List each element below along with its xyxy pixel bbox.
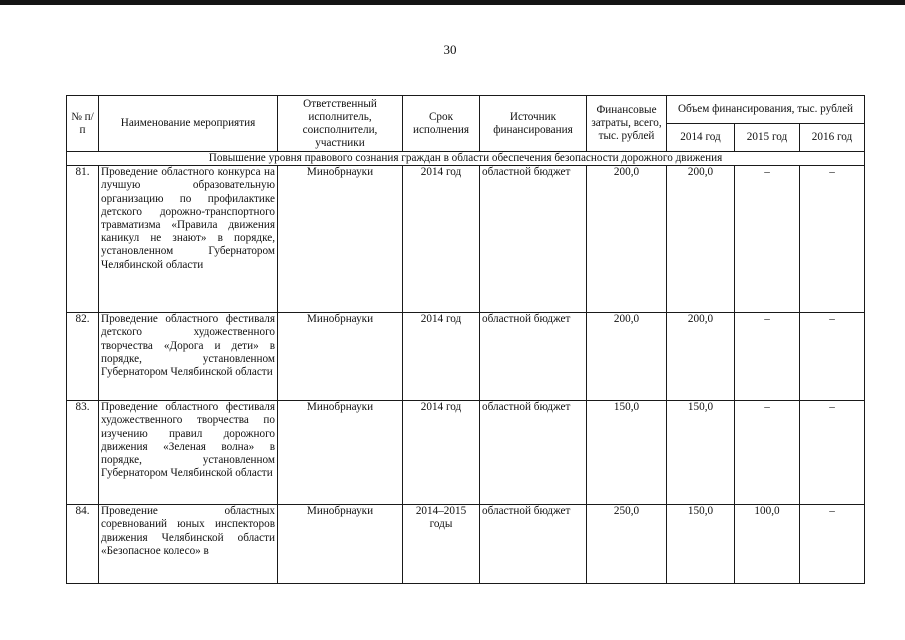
header-total: Финансовые затраты, всего, тыс. рублей xyxy=(587,96,667,152)
header-source: Источник финансирования xyxy=(480,96,587,152)
row-2016: – xyxy=(800,166,865,313)
header-executor: Ответственный исполнитель, соисполнители, участники xyxy=(278,96,403,152)
row-2014: 200,0 xyxy=(667,166,735,313)
row-2015: 100,0 xyxy=(735,505,800,584)
header-name: Наименование мероприятия xyxy=(99,96,278,152)
row-name: Проведение областного конкурса на лучшую образовательную организацию по профилактике детского дорожно-транспортного травматизма «Правила движения каникул не знают» в порядке, установленном Губернатором Челябинской области xyxy=(99,166,278,313)
row-term: 2014 год xyxy=(403,166,480,313)
row-name: Проведение областных соревнований юных инспекторов движения Челябинской области «Безопасное колесо» в xyxy=(99,505,278,584)
row-term: 2014 год xyxy=(403,313,480,401)
row-num: 82. xyxy=(67,313,99,401)
header-term: Срок исполнения xyxy=(403,96,480,152)
row-total: 200,0 xyxy=(587,166,667,313)
row-num: 84. xyxy=(67,505,99,584)
header-2014: 2014 год xyxy=(667,124,735,152)
row-2016: – xyxy=(800,401,865,505)
row-executor: Минобрнауки xyxy=(278,313,403,401)
row-term: 2014 год xyxy=(403,401,480,505)
header-volume: Объем финансирования, тыс. рублей xyxy=(667,96,865,124)
row-source: областной бюджет xyxy=(480,313,587,401)
row-name: Проведение областного фестиваля художественного творчества по изучению правил дорожного движения «Зеленая волна» в порядке, установленном Губернатором Челябинской области xyxy=(99,401,278,505)
row-name: Проведение областного фестиваля детского художественного творчества «Дорога и дети» в порядке, установленном Губернатором Челябинской области xyxy=(99,313,278,401)
top-edge-bar xyxy=(0,0,905,5)
row-2014: 200,0 xyxy=(667,313,735,401)
row-executor: Минобрнауки xyxy=(278,401,403,505)
table-row xyxy=(67,313,865,401)
table-row xyxy=(67,401,865,505)
header-num: № п/п xyxy=(67,96,99,152)
row-2014: 150,0 xyxy=(667,401,735,505)
row-2014: 150,0 xyxy=(667,505,735,584)
row-2016: – xyxy=(800,505,865,584)
row-total: 250,0 xyxy=(587,505,667,584)
row-total: 200,0 xyxy=(587,313,667,401)
row-num: 81. xyxy=(67,166,99,313)
row-2015: – xyxy=(735,313,800,401)
events-table xyxy=(66,95,865,584)
row-total: 150,0 xyxy=(587,401,667,505)
table-row xyxy=(67,505,865,584)
row-source: областной бюджет xyxy=(480,166,587,313)
page-number: 30 xyxy=(443,42,457,57)
row-2015: – xyxy=(735,401,800,505)
row-source: областной бюджет xyxy=(480,401,587,505)
row-2015: – xyxy=(735,166,800,313)
header-2016: 2016 год xyxy=(800,124,865,152)
section-title: Повышение уровня правового сознания граждан в области обеспечения безопасности дорожного движения xyxy=(67,152,865,166)
row-term: 2014–2015 годы xyxy=(403,505,480,584)
row-executor: Минобрнауки xyxy=(278,505,403,584)
row-2016: – xyxy=(800,313,865,401)
table-row xyxy=(67,166,865,313)
row-source: областной бюджет xyxy=(480,505,587,584)
row-executor: Минобрнауки xyxy=(278,166,403,313)
header-2015: 2015 год xyxy=(735,124,800,152)
row-num: 83. xyxy=(67,401,99,505)
